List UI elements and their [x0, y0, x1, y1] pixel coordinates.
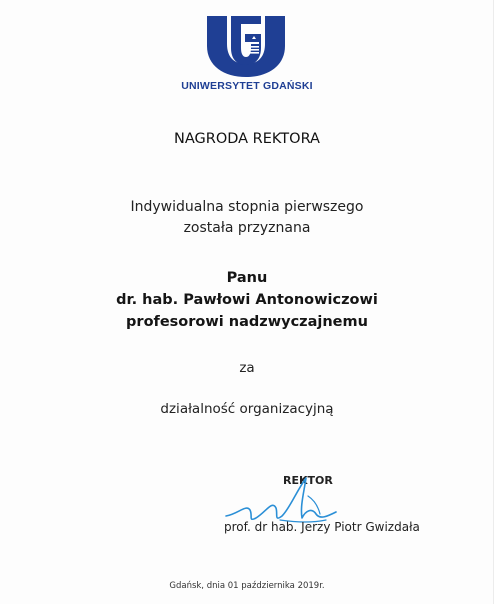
award-description-line-1: Indywidualna stopnia pierwszego: [130, 199, 364, 215]
recipient-salutation: Panu: [226, 270, 268, 286]
recipient-name: dr. hab. Pawłowi Antonowiczowi: [116, 292, 378, 308]
award-reason: działalność organizacyjną: [160, 401, 334, 417]
issue-date: Gdańsk, dnia 01 października 2019r.: [169, 581, 325, 591]
signer-name: prof. dr hab. Jerzy Piotr Gwizdała: [224, 520, 420, 534]
award-description-line-2: została przyznana: [183, 220, 311, 236]
rektor-label: REKTOR: [283, 474, 333, 487]
award-title: NAGRODA REKTORA: [174, 131, 320, 147]
recipient-position: profesorowi nadzwyczajnemu: [126, 314, 368, 330]
university-name: UNIWERSYTET GDAŃSKI: [181, 80, 313, 92]
connector-text: za: [239, 360, 255, 376]
uniwersytet-gdanski-logo-icon: [205, 14, 287, 78]
